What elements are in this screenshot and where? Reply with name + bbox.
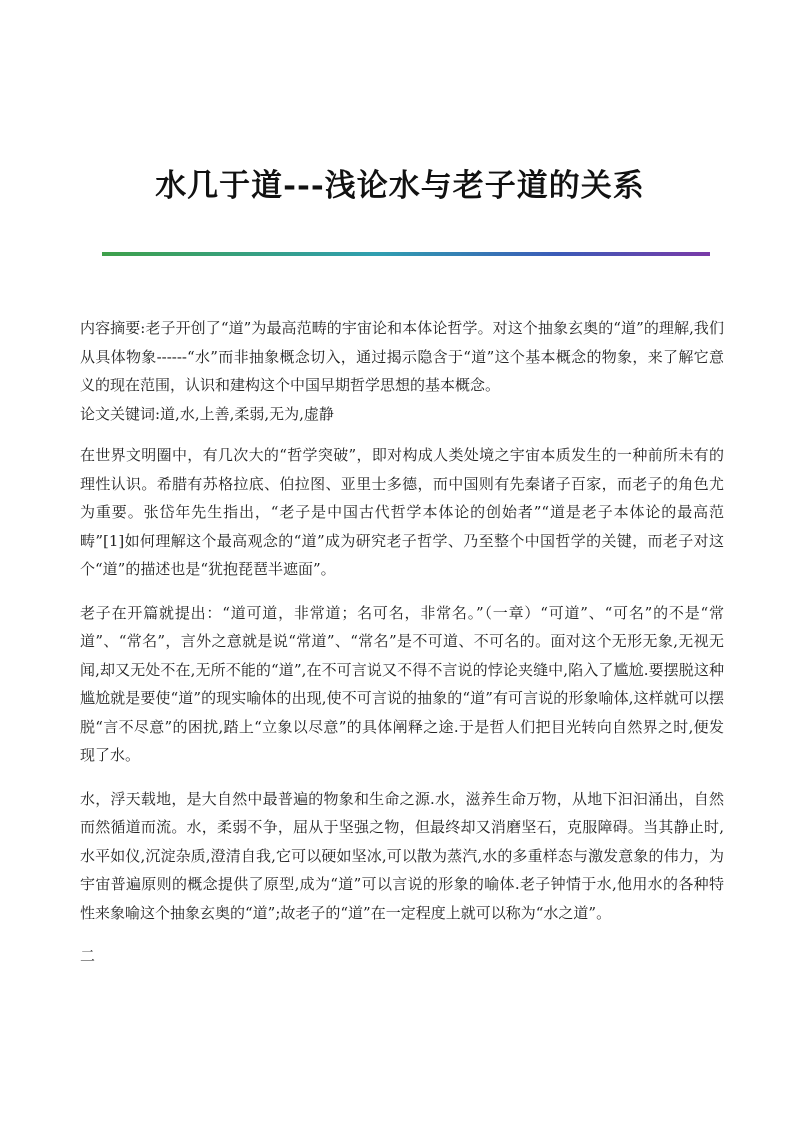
document-title: 水几于道---浅论水与老子道的关系 bbox=[155, 168, 645, 204]
document-body bbox=[80, 314, 724, 971]
section-marker: 二 bbox=[80, 947, 96, 965]
paragraph-1: 在世界文明圈中，有几次大的“哲学突破”，即对构成人类处境之宇宙本质发生的一种前所未有的理性认识。希腊有苏格拉底、伯拉图、亚里士多德，而中国则有先秦诸子百家，而老子的角色尤为重要。张岱年先生指出，“老子是中国古代哲学本体论的创始者”“道是老子本体论的最高范畴”[1]如何理解这个最高观念的“道”成为研究老子哲学、乃至整个中国哲学的关键，而老子对这个“道”的描述也是“犹抱琵琶半遮面”。 bbox=[80, 446, 724, 578]
paragraph-3: 水，浮天载地，是大自然中最普遍的物象和生命之源.水，滋养生命万物，从地下汩汩涌出，自然而然循道而流。水，柔弱不争，屈从于坚强之物，但最终却又消磨坚石，克服障碍。当其静止时,水平如仪,沉淀杂质,澄清自我,它可以硬如坚冰,可以散为蒸汽,水的多重样态与激发意象的伟力，为宇宙普遍原则的概念提供了原型,成为“道”可以言说的形象的喻体.老子钟情于水,他用水的各种特性来象喻这个抽象玄奥的“道”;故老子的“道”在一定程度上就可以称为“水之道”。 bbox=[80, 789, 724, 922]
title-divider bbox=[102, 252, 710, 256]
abstract: 内容摘要:老子开创了“道”为最高范畴的宇宙论和本体论哲学。对这个抽象玄奥的“道”的理解,我们从具体物象------“水”而非抽象概念切入，通过揭示隐含于“道”这个基本概念的物象，来了解它意义的现在范围，认识和建构这个中国早期哲学思想的基本概念。 bbox=[80, 319, 724, 394]
paragraph-2: 老子在开篇就提出：“道可道，非常道；名可名，非常名。”（一章）“可道”、“可名”的不是“常道”、“常名”，言外之意就是说“常道”、“常名”是不可道、不可名的。面对这个无形无象,无视无闻,却又无处不在,无所不能的“道”,在不可言说又不得不言说的悖论夹缝中,陷入了尴尬.要摆脱这种尴尬就是要使“道”的现实喻体的出现,使不可言说的抽象的“道”有可言说的形象喻体,这样就可以摆脱“言不尽意”的困扰,踏上“立象以尽意”的具体阐释之途.于是哲人们把目光转向自然界之时,便发现了水。 bbox=[80, 603, 724, 764]
keywords: 论文关键词:道,水,上善,柔弱,无为,虚静 bbox=[80, 404, 334, 423]
